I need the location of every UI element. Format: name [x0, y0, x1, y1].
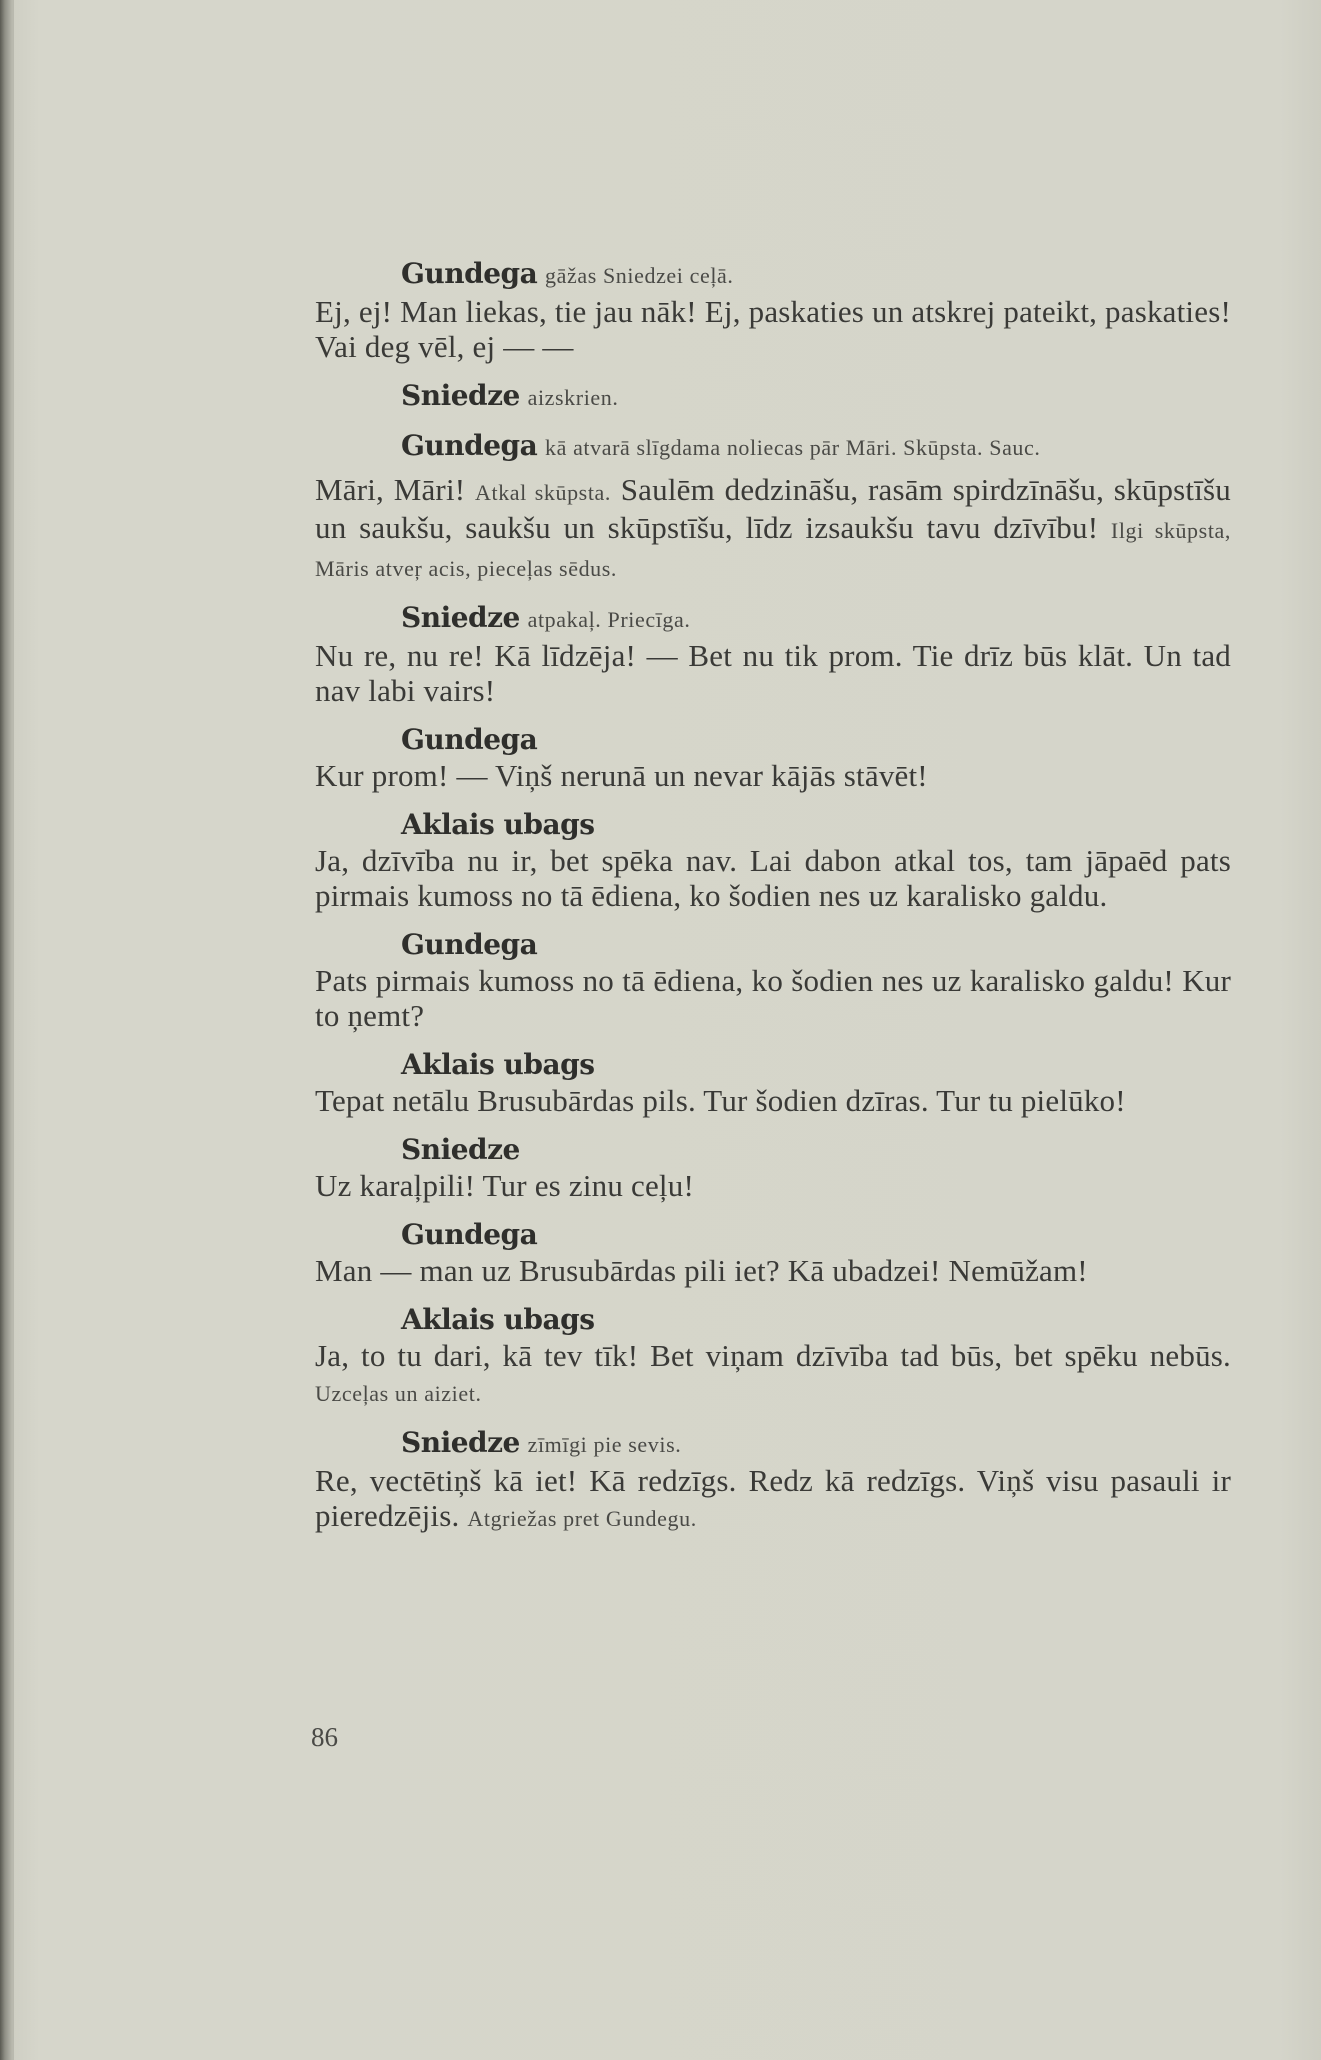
- speaker-line: [315, 255, 1231, 294]
- stage-direction-inline: Uzceļas un aiziet.: [315, 1381, 482, 1406]
- stage-direction: aizskrien.: [527, 385, 619, 410]
- dialogue-text: [315, 638, 1231, 708]
- stage-direction-inline: Atgriežas pret Gundegu.: [467, 1506, 697, 1531]
- speaker-name: Sniedze: [401, 379, 520, 412]
- speaker-line: [315, 1216, 1231, 1253]
- play-text: [315, 255, 1231, 1536]
- dialogue-text: [315, 294, 1231, 364]
- speech: [315, 255, 1231, 364]
- speaker-line: [315, 377, 1231, 416]
- dialogue-text: [315, 1083, 1231, 1118]
- speech: [315, 429, 1231, 586]
- speaker-name: Gundega: [401, 1218, 538, 1251]
- dialogue-line: Nu re, nu re! Kā līdzēja! — Bet nu tik prom. Tie drīz būs klāt. Un tad nav labi vairs!: [315, 638, 1231, 708]
- speaker-name: Sniedze: [401, 1133, 520, 1166]
- speaker-name: Aklais ubags: [401, 808, 595, 841]
- speaker-name: Aklais ubags: [401, 1048, 595, 1081]
- speaker-name: Gundega: [401, 928, 538, 961]
- dialogue-line: Tepat netālu Brusubārdas pils. Tur šodien dzīras. Tur tu pielūko!: [315, 1083, 1126, 1118]
- speech: [315, 1424, 1231, 1536]
- dialogue-text: [315, 1253, 1231, 1288]
- speaker-line: [315, 926, 1231, 963]
- speaker-line: [315, 1424, 1231, 1463]
- speech: [315, 599, 1231, 708]
- dialogue-text: [315, 1338, 1231, 1411]
- dialogue-line: Uz karaļpili! Tur es zinu ceļu!: [315, 1168, 694, 1203]
- page-number: 86: [311, 1722, 338, 1752]
- speaker-line: [315, 1131, 1231, 1168]
- speech: [315, 1046, 1231, 1118]
- speaker-name: Aklais ubags: [401, 1303, 595, 1336]
- dialogue-text: [315, 963, 1231, 1033]
- speaker-line: [315, 1301, 1231, 1338]
- speaker-line: [315, 429, 1231, 464]
- dialogue-line: Re, vectētiņš kā iet! Kā redzīgs. Redz kā redzīgs. Viņš visu pasauli ir pieredzējis.: [315, 1463, 1231, 1533]
- stage-direction-inline: Ilgi skūpsta, Māris atveŗ acis, pieceļas sēdus.: [315, 518, 1231, 581]
- dialogue-text: [315, 1168, 1231, 1203]
- speaker-name: Sniedze: [401, 1426, 520, 1459]
- speaker-name: Gundega: [401, 257, 538, 290]
- dialogue-text: [315, 1463, 1231, 1536]
- dialogue-line: Māri, Māri!: [315, 472, 466, 507]
- dialogue-line: Man — man uz Brusubārdas pili iet? Kā ubadzei! Nemūžam!: [315, 1253, 1088, 1288]
- dialogue-line: Ej, ej! Man liekas, tie jau nāk! Ej, paskaties un atskrej pateikt, paskaties! Vai deg vēl, ej — —: [315, 294, 1231, 364]
- stage-direction: kā atvarā slīgdama noliecas pār Māri. Skūpsta. Sauc.: [545, 435, 1041, 460]
- speaker-line: [315, 721, 1231, 758]
- dialogue-text: [315, 843, 1231, 913]
- speaker-name: Gundega: [401, 723, 538, 756]
- speech: [315, 721, 1231, 793]
- dialogue-text: [315, 472, 1231, 586]
- dialogue-text: [315, 758, 1231, 793]
- speaker-name: Sniedze: [401, 601, 520, 634]
- speech: [315, 377, 1231, 416]
- speech: [315, 1301, 1231, 1411]
- speaker-line: [315, 1046, 1231, 1083]
- stage-direction-inline: Atkal skūpsta.: [475, 480, 612, 505]
- dialogue-line: Saulēm dedzināšu, rasām spirdzīnāšu, skūpstīšu un saukšu, saukšu un skūpstīšu, līdz izsaukšu tavu dzīvību!: [315, 472, 1231, 545]
- speech: [315, 1216, 1231, 1288]
- book-spine-shadow: [0, 0, 14, 2060]
- speaker-line: [315, 599, 1231, 638]
- stage-direction: zīmīgi pie sevis.: [527, 1432, 682, 1457]
- speaker-line: [315, 806, 1231, 843]
- stage-direction: gāžas Sniedzei ceļā.: [545, 263, 734, 288]
- speaker-name: Gundega: [401, 429, 538, 462]
- dialogue-line: Kur prom! — Viņš nerunā un nevar kājās stāvēt!: [315, 758, 928, 793]
- dialogue-line: Ja, dzīvība nu ir, bet spēka nav. Lai dabon atkal tos, tam jāpaēd pats pirmais kumoss no tā ēdiena, ko šodien nes uz karalisko galdu.: [315, 843, 1231, 913]
- dialogue-line: Ja, to tu dari, kā tev tīk! Bet viņam dzīvība tad būs, bet spēku nebūs.: [315, 1338, 1231, 1373]
- stage-direction: atpakaļ. Priecīga.: [527, 607, 691, 632]
- dialogue-line: Pats pirmais kumoss no tā ēdiena, ko šodien nes uz karalisko galdu! Kur to ņemt?: [315, 963, 1231, 1033]
- speech: [315, 1131, 1231, 1203]
- speech: [315, 806, 1231, 913]
- speech: [315, 926, 1231, 1033]
